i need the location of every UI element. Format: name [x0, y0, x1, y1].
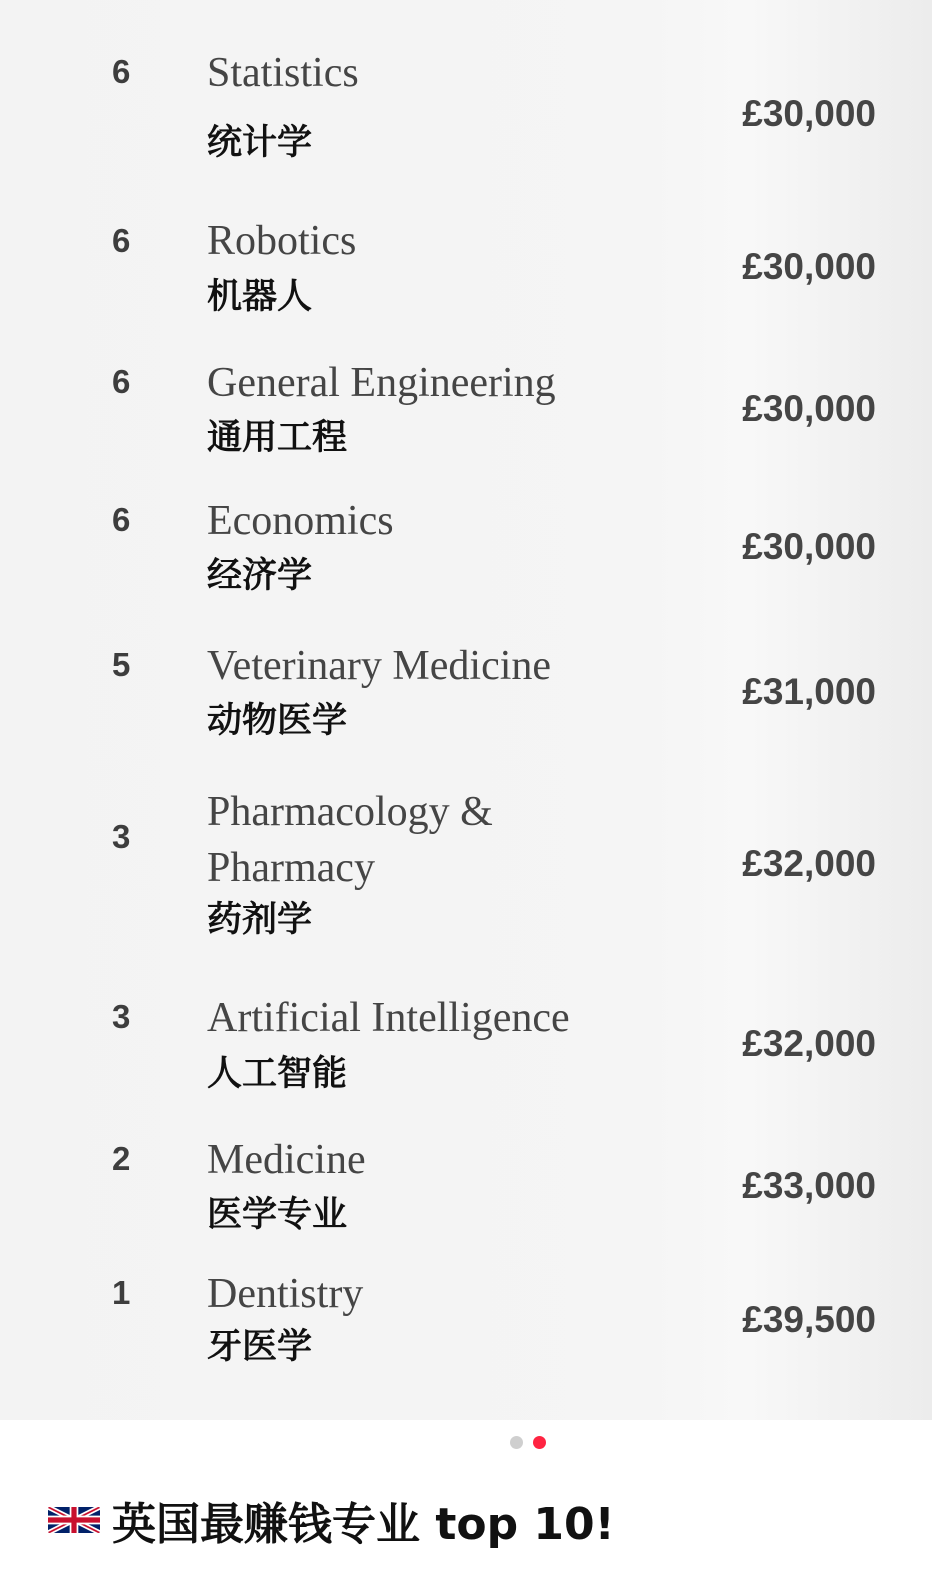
major-english: Dentistry	[207, 1271, 364, 1317]
rank-number: 1	[112, 1274, 131, 1311]
rank-number: 3	[112, 998, 131, 1035]
salary-value: £30,000	[742, 93, 876, 134]
carousel-indicator	[510, 1436, 546, 1449]
major-english: Economics	[207, 498, 394, 544]
rank-number: 6	[112, 222, 131, 259]
major-chinese: 经济学	[207, 556, 313, 596]
rank-number: 6	[112, 363, 131, 400]
salary-value: £30,000	[742, 246, 876, 287]
major-chinese: 牙医学	[207, 1327, 313, 1367]
major-chinese: 人工智能	[207, 1054, 348, 1094]
major-chinese: 动物医学	[207, 701, 348, 741]
post-title-row	[48, 1488, 615, 1552]
major-english: Veterinary Medicine	[207, 643, 552, 689]
major-english: Medicine	[207, 1137, 366, 1183]
major-chinese: 医学专业	[207, 1195, 348, 1235]
major-english: General Engineering	[207, 360, 556, 406]
major-chinese: 药剂学	[207, 900, 313, 940]
rank-number: 5	[112, 646, 131, 683]
salary-value: £32,000	[742, 843, 876, 884]
salary-value: £30,000	[742, 526, 876, 567]
rank-number: 6	[112, 501, 131, 538]
carousel-dot[interactable]	[510, 1436, 523, 1449]
uk-flag-icon	[48, 1503, 100, 1537]
major-english: Pharmacology & Pharmacy	[207, 789, 493, 891]
carousel-dot-active[interactable]	[533, 1436, 546, 1449]
salary-value: £39,500	[742, 1299, 876, 1340]
salary-value: £31,000	[742, 671, 876, 712]
rank-number: 2	[112, 1140, 131, 1177]
major-english: Statistics	[207, 50, 359, 96]
major-chinese: 统计学	[207, 123, 313, 163]
major-chinese: 机器人	[207, 277, 313, 317]
major-english: Artificial Intelligence	[207, 995, 570, 1041]
salary-value: £32,000	[742, 1023, 876, 1064]
post-title: 英国最赚钱专业 top 10!	[112, 1499, 615, 1550]
salary-value: £33,000	[742, 1165, 876, 1206]
salary-value: £30,000	[742, 388, 876, 429]
rank-number: 6	[112, 53, 131, 90]
major-english: Robotics	[207, 218, 357, 264]
major-chinese: 通用工程	[207, 418, 348, 458]
rank-number: 3	[112, 818, 131, 855]
